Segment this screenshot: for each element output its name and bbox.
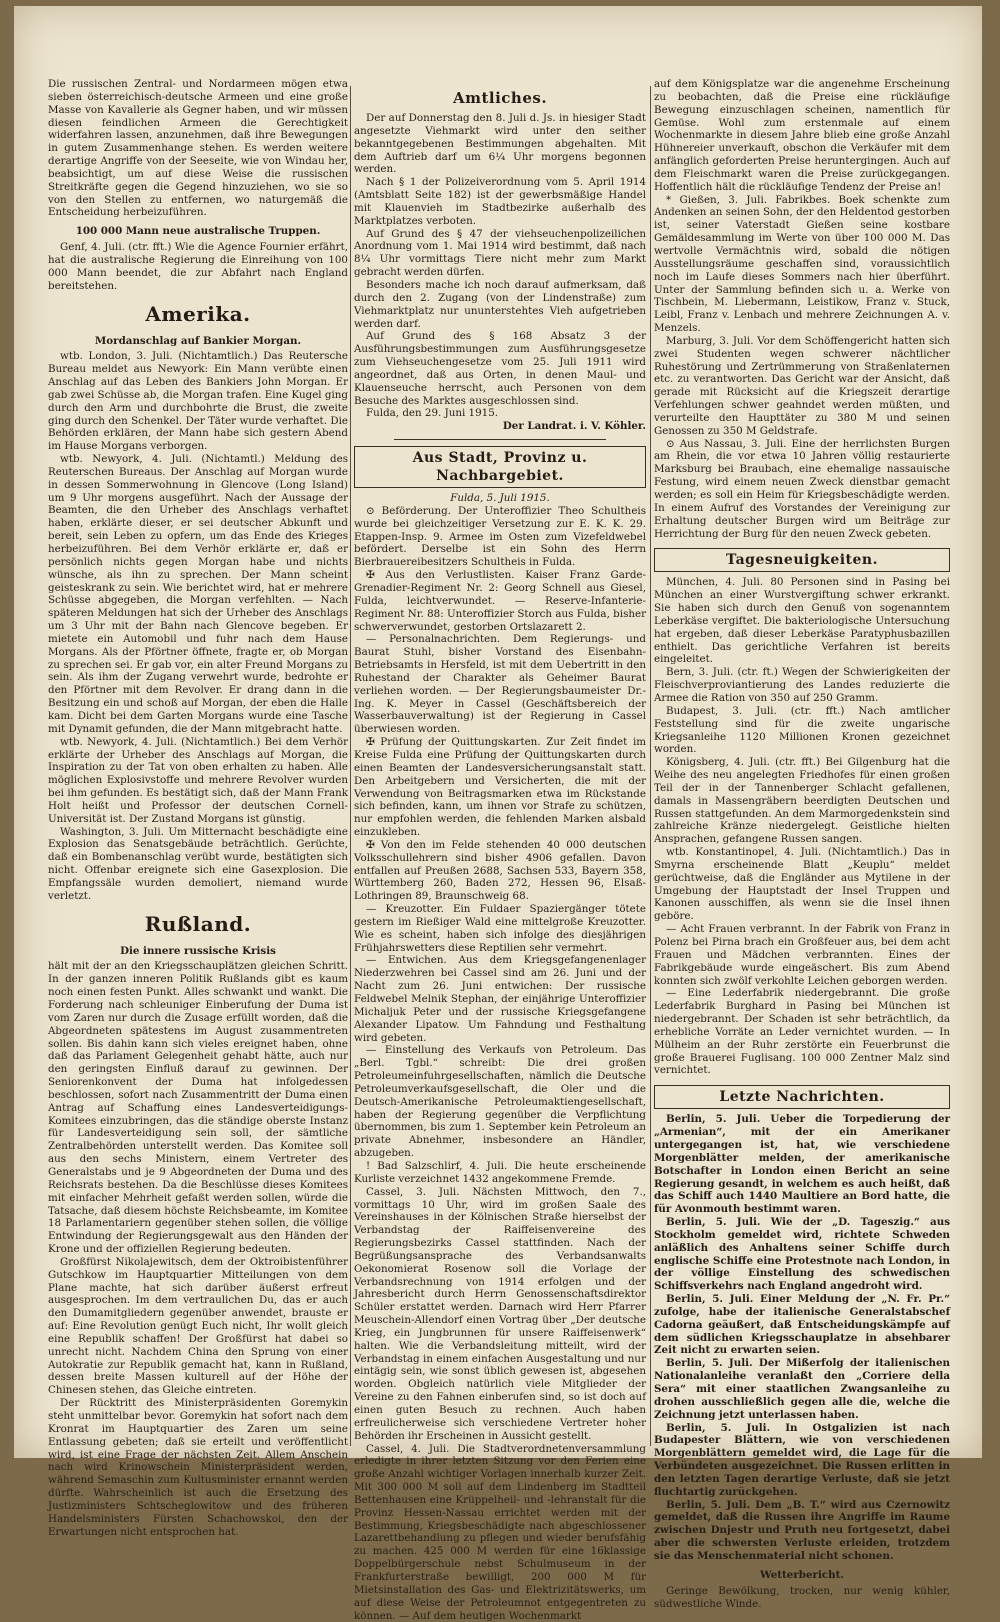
- krise-paragraph-2: Großfürst Nikolajewitsch, dem der Oktroibistenführer Gutschkow im Hauptquartier Mitteilungen von dem Plane machte, hat sich darüber äußerst erfreut ausgesprochen. Im dem vertraulichen Du, das er auch den Dumamitgliedern gegenüber anwendet, brauste er auf: Eine Revolution genügt Euch nicht, Ihr wollt gleich eine Republik schaffen! Der Großfürst hat dabei so unrecht nicht. Nachdem China den Sprung von einer Autokratie zur Republik gemacht hat, kann in Rußland, dessen breite Massen kulturell auf der Höhe der Chinesen stehen, das Gleiche eintreten.: [48, 1255, 348, 1397]
- morgan-paragraph-4: Washington, 3. Juli. Um Mitternacht beschädigte eine Explosion das Senatsgebäude beträchtlich. Gerüchte, daß ein Bombenanschlag verübt wurde, bestätigten sich nicht. Offenbar ereignete sich eine Gasexplosion. Die Empfangssäle wurden demoliert, niemand wurde verletzt.: [48, 825, 348, 902]
- newspaper-page: [14, 6, 982, 1622]
- amtliches-paragraph-4: Besonders mache ich noch darauf aufmerksam, daß durch den 2. Zugang (von der Lindenstraße) zum Viehmarktplatz nur ununterstehtes Vieh aufgetrieben werden darf.: [354, 278, 646, 330]
- column-divider: [350, 86, 351, 1446]
- letzte-item-3: Berlin, 5. Juli. Einer Meldung der „N. Fr. Pr.“ zufolge, habe der italienische Generalstabschef Cadorna geäußert, daß Entscheidungskämpfe auf dem südlichen Kriegsschauplatze in absehbarer Zeit nicht zu erwarten seien.: [654, 1293, 950, 1357]
- tages-headline: Tagesneuigkeiten.: [726, 552, 878, 569]
- section-rule: [394, 439, 606, 440]
- column-divider: [650, 86, 651, 1446]
- australia-text: Genf, 4. Juli. (ctr. fft.) Wie die Agence Fournier erfährt, hat die australische Regierung die Einreihung von 100 000 Mann beendet, die zur Abfahrt nach England bereitstehen.: [48, 241, 348, 292]
- intro-paragraph: Die russischen Zentral- und Nordarmeen mögen etwa sieben österreichisch-deutsche Armeen und eine große Masse von Kavallerie als Gegner haben, und wir müssen diesen feindlichen Armeen die Gerechtigkeit widerfahren lassen, anzunehmen, daß ihre Bewegungen in gutem Zusammenhange stehen. Es werden weitere derartige Angriffe von der Seeseite, wie von Windau her, beabsichtigt, um auf diese Weise die russischen Streitkräfte gegen die Gegend hinzuziehen, wo sie so von den Stellen zu entfernen, wo naturgemäß die Entscheidung herbeizuführen.: [48, 78, 348, 219]
- morgan-paragraph-3: wtb. Newyork, 4. Juli. (Nichtamtlich.) Bei dem Verhör erklärte der Urheber des Anschlags auf Morgan, die Inspiration zu der Tat von oben erhalten zu haben. Alle möglichen Explosivstoffe und mehrere Revolver wurden bei ihm gefunden. Es bestätigt sich, daß der Mann Frank Holt heißt und Professor der deutschen Cornell-Universität ist. Der Zustand Morgans ist günstig.: [48, 735, 348, 825]
- morgan-headline: Mordanschlag auf Bankier Morgan.: [94, 334, 302, 347]
- krise-paragraph-1: hält mit der an den Kriegsschauplätzen gleichen Schritt. In der ganzen inneren Politik Rußlands gibt es kaum noch einen festen Punkt. Alles schwankt und wankt. Die Forderung nach schleuniger Einberufung der Duma ist vom Zaren nur durch die Zusage erfüllt worden, daß die Abgeordneten spätestens im August zusammentreten sollen. Bis dahin kann sich vieles ereignet haben, ohne daß das Parlament Gelegenheit gehabt hätte, auch nur den geringsten Einfluß darauf zu gewinnen. Der Seniorenkonvent der Duma hat infolgedessen beschlossen, sofort nach Zusammentritt der Duma einen Antrag auf Schaffung eines Landesverteidigungs-Komitees einzubringen, das die ständige oberste Instanz für Landesverteidigung sein soll, der sämtliche Zentralbehörden unterstellt werden. Das Komitee soll aus den sechs Ministern, einem Vertreter des Generalstabs und je 9 Abgeordneten der Duma und des Reichsrats bestehen. Da die Beschlüsse dieses Komitees mit einfacher Mehrheit gefaßt werden sollen, würde die Tatsache, daß diesem höchste Reichsbeamte, im Komitee 18 Parlamentariern gegenüber stehen sollen, die völlige Entwindung der Regierungsgewalt aus den Händen der Krone und der offiziellen Regierung bedeuten.: [48, 960, 348, 1256]
- australia-headline: 100 000 Mann neue australische Truppen.: [75, 225, 321, 238]
- tages-item-2: Bern, 3. Juli. (ctr. ft.) Wegen der Schwierigkeiten der Fleischverproviantierung des Landes reduzierte die Armee die Ration von 350 auf 250 Gramm.: [654, 666, 950, 704]
- letzte-item-1: Berlin, 5. Juli. Ueber die Torpedierung der „Armenian“, mit der ein Amerikaner untergegangen ist, hat, wie verschiedene Morgenblätter melden, der amerikanische Botschafter in London einen Bericht an seine Regierung gesandt, in welchem es auch heißt, daß das Schiff auch 1440 Maultiere an Bord hatte, die für Avonmouth bestimmt waren.: [654, 1113, 950, 1216]
- krise-paragraph-3: Der Rücktritt des Ministerpräsidenten Goremykin steht unmittelbar bevor. Goremykin hat sofort nach dem Kronrat im Hauptquartier des Zaren um seine Entlassung gebeten; daß sie erteilt und veröffentlicht wird, ist eine Frage der nächsten Zeit. Allem Anschein nach wird Krinowschein Ministerpräsident werden, während Semaschin zum Kultusminister ernannt werden dürfte. Wahrscheinlich ist auch die Ersetzung des Justizministers Schtscheglowitow und des früheren Handelsministers Fürsten Schachowskoi, den der Erwartungen nicht entsprochen hat.: [48, 1397, 348, 1538]
- column-left: [48, 78, 348, 1538]
- stadt-item-6: — Kreuzotter. Ein Fuldaer Spaziergänger tötete gestern im Rießiger Wald eine mittelgroße Kreuzotter. Wie es scheint, haben sich infolge des diesjährigen Frühjahrswetters diese Reptilien sehr vermehrt.: [354, 903, 646, 954]
- amerika-headline: Amerika.: [145, 301, 251, 326]
- tages-item-4: Königsberg, 4. Juli. (ctr. fft.) Bei Gilgenburg hat die Weihe des neu angelegten Friedhofes für einen großen Teil der in der Tannenberger Schlacht gefallenen, damals in Massengräbern beerdigten Deutschen und Russen stattgefunden. An dem Marmorgedenkstein sind zahlreiche Kränze niedergelegt. Geistliche hielten Ansprachen, gefangene Russen sangen.: [654, 756, 950, 846]
- nassau-paragraph: ⊙ Aus Nassau, 3. Juli. Eine der herrlichsten Burgen am Rhein, die vor etwa 10 Jahren völlig restaurierte Marksburg bei Braubach, eine ehemalige nassauische Festung, wird einem neuen Zweck dienstbar gemacht werden; es soll ein Heim für Kriegsbeschädigte werden. In einem Aufruf des Vorstandes der Vereinigung zur Erhaltung deutscher Burgen wird um Beiträge zur Herrichtung der Burg für den neuen Zweck gebeten.: [654, 437, 950, 540]
- giessen-paragraph: * Gießen, 3. Juli. Fabrikbes. Boek schenkte zum Andenken an seinen Sohn, der den Heldentod gestorben ist, seiner Vaterstadt Gießen seine kostbare Gemäldesammlung im Werte von über 100 000 M. Das wertvolle Vermächtnis wird, sobald die nötigen Ausstellungsräume geschaffen sind, voraussichtlich noch im Laufe dieses Sommers nach hier überführt. Unter der Sammlung befinden sich u. a. Werke von Tischbein, M. Liebermann, Leistikow, Franz v. Stuck, Leibl, Franz v. Lenbach und mehrere Zeichnungen A. v. Menzels.: [654, 193, 950, 335]
- letzte-item-2: Berlin, 5. Juli. Wie der „D. Tageszig.“ aus Stockholm gemeldet wird, richtete Schweden anläßlich des Anhaltens seiner Schiffe durch englische Schiffe eine Protestnote nach London, in der völlige Einstellung des schwedischen Schiffsverkehrs nach England angedroht wird.: [654, 1216, 950, 1293]
- letzte-item-4: Berlin, 5. Juli. Der Mißerfolg der italienischen Nationalanleihe veranlaßt den „Corriere della Sera“ mit einer staatlichen Zwangsanleihe zu drohen ausschließlich gegen alle die, welche die Zeichnung jetzt unterlassen haben.: [654, 1357, 950, 1421]
- column-right: [654, 78, 950, 1610]
- morgan-paragraph-2: wtb. Newyork, 4. Juli. (Nichtamtl.) Meldung des Reuterschen Bureaus. Der Anschlag auf Morgan wurde in dessen Sommerwohnung in Glencove (Long Island) um 9 Uhr morgens ausgeführt. Nach der Aussage der Beamten, die den Urheber des Anschlags verhaftet haben, erklärte dieser, er sei deutscher Abkunft und bereit, sein Leben zu opfern, um das Ende des Krieges herbeizuführen. Bei dem Verhör erklärte er, daß er persönlich nichts gegen Morgan habe und nichts wünsche, als ihn zu sprechen. Der Mann scheint geisteskrank zu sein. Wie berichtet wird, hat er mehrere Schüsse abgegeben, die Morgan verfehlten. — Nach späteren Meldungen hat sich der Urheber des Anschlags um 3 Uhr mit der Bahn nach Glencove begeben. Er mietete ein Automobil und fuhr nach dem Hause Morgans. Als der Pförtner öffnete, fragte er, ob Morgan zu sprechen sei. Er gab vor, ein alter Freund Morgans zu sein. Als ihm der Zugang verwehrt wurde, bedrohte er den Pförtner mit dem Revolver. Er drang dann in die Besitzung ein und schoß auf Morgan, der eben die Halle kam. Dicht bei dem Garten Morgans wurde eine Tasche mit Dynamit gefunden, die der Mann mitgebracht hatte.: [48, 453, 348, 735]
- amtliches-headline: Amtliches.: [452, 89, 548, 107]
- stadt-item-8: — Einstellung des Verkaufs von Petroleum. Das „Berl. Tgbl.“ schreibt: Die drei großen Petroleumeinfuhrgesellschaften, nämlich die Deutsche Petroleumverkaufsgesellschaft, die Oler und die Deutsch-Amerikanische Petroleumaktiengesellschaft, haben der Regierung gegenüber die Verpflichtung übernommen, bis zum 1. September kein Petroleum an private Abnehmer, insbesondere an Händler, abzugeben.: [354, 1044, 646, 1160]
- stadt-headline-box: [354, 446, 646, 488]
- letzte-item-6: Berlin, 5. Juli. Dem „B. T.“ wird aus Czernowitz gemeldet, daß die Russen ihre Angriffe im Raume zwischen Dnjestr und Pruth neu fortgesetzt, dabei aber die schwersten Verluste erleiden, trotzdem sie das Menschenmaterial nicht schonen.: [654, 1498, 950, 1562]
- tages-item-6: — Acht Frauen verbrannt. In der Fabrik von Franz in Polenz bei Pirna brach ein Großfeuer aus, bei dem acht Frauen und Mädchen verbrannten. Eines der Fabrikgebäude wurde eingeäschert. Bis zum Abend konnten sich zwölf verkohlte Leichen geborgen werden.: [654, 923, 950, 987]
- tages-item-5: wtb. Konstantinopel, 4. Juli. (Nichtamtlich.) Das in Smyrna erscheinende Blatt „Keuplu“ meldet gerüchtweise, daß die Engländer aus Mytilene in der Umgebung der Hauptstadt der Insel Truppen und Kanonen ausschiffen, als wenn sie die Insel ihnen geböre.: [654, 846, 950, 923]
- letzte-headline-box: [654, 1085, 950, 1109]
- stadt-headline: Aus Stadt, Provinz u. Nachbargebiet.: [412, 450, 588, 485]
- column-middle: [354, 88, 646, 1622]
- marburg-paragraph: Marburg, 3. Juli. Vor dem Schöffengericht hatten sich zwei Studenten wegen schwerer nächtlicher Ruhestörung und Zertrümmerung von Straßenlaternen etc. zu verantworten. Das Gericht war der Ansicht, daß gerade mit Rücksicht auf die Kriegszeit derartige Verfehlungen schwer geahndet werden müßten, und verurteilte den Haupttäter zu 380 M und seinen Genossen zu 350 M Geldstrafe.: [654, 334, 950, 437]
- wetter-headline: Wetterbericht.: [760, 1568, 844, 1581]
- russland-headline: Rußland.: [144, 911, 252, 936]
- market-paragraph: auf dem Königsplatze war die angenehme Erscheinung zu beobachten, daß die Preise eine rückläufige Bewegung einzuschlagen scheinen, namentlich für Gemüse. Wohl zum erstenmale auf einem Wochenmarkte in diesem Jahre blieb eine große Anzahl Hühnereier unverkauft, obschon die Verkäufer mit dem anfänglich geforderten Preise heruntergingen. Auch auf dem Fleischmarkt waren die Preise zurückgegangen. Hoffentlich hält die rückläufige Tendenz der Preise an!: [654, 78, 950, 193]
- amtliches-paragraph-5: Auf Grund des § 168 Absatz 3 der Ausführungsbestimmungen zum Ausführungsgesetze zum Viehseuchengesetze vom 25. Juli 1911 wird angeordnet, daß aus Orten, in denen Maul- und Klauenseuche herrscht, auch Personen von dem Besuche des Marktes ausgeschlossen sind.: [354, 330, 646, 407]
- amtliches-paragraph-3: Auf Grund des § 47 der viehseuchenpolizeilichen Anordnung vom 1. Mai 1914 wird bestimmt, daß nach 8¼ Uhr vormittags Tiere nicht mehr zum Markt gebracht werden dürfen.: [354, 227, 646, 279]
- morgan-paragraph-1: wtb. London, 3. Juli. (Nichtamtlich.) Das Reutersche Bureau meldet aus Newyork: Ein Mann verübte einen Anschlag auf das Leben des Bankiers John Morgan. Er gab zwei Schüsse ab, die Morgan trafen. Eine Kugel ging durch den Arm und durchbohrte die Brust, die zweite ging durch den Schenkel. Der Täter wurde verhaftet. Die Behörden erklären, der Mann habe sich gestern Abend im Hause Morgans verborgen.: [48, 350, 348, 453]
- amtliches-date: Fulda, den 29. Juni 1915.: [366, 407, 499, 420]
- stadt-item-4: ✠ Prüfung der Quittungskarten. Zur Zeit findet im Kreise Fulda eine Prüfung der Quittungskarten durch einen Beamten der Landesversicherungsanstalt statt. Den Arbeitgebern und Versicherten, die mit der Verwendung von Beitragsmarken etwa im Rückstande sich befinden, kann, um ihnen vor Strafe zu schützen, nur empfohlen werden, die fehlenden Marken alsbald einzukleben.: [354, 736, 646, 839]
- stadt-item-9: ! Bad Salzschlirf, 4. Juli. Die heute erscheinende Kurliste verzeichnet 1432 angekommene Fremde.: [354, 1159, 646, 1185]
- stadt-item-2: ✠ Aus den Verlustlisten. Kaiser Franz Garde-Grenadier-Regiment Nr. 2: Georg Schnell aus Giesel, Fulda, leichtverwundet. — Reserve-Infanterie-Regiment Nr. 88: Unteroffizier Storch aus Fulda, bisher schwerverwundet, gestorben Ortslazarett 2.: [354, 569, 646, 633]
- stadt-item-3: — Personalnachrichten. Dem Regierungs- und Baurat Stuhl, bisher Vorstand des Eisenbahn-Betriebsamts in Hersfeld, ist mit dem Uebertritt in den Ruhestand der Charakter als Geheimer Baurat verliehen worden. — Der Regierungsbaumeister Dr.-Ing. K. Meyer in Cassel (Geschäftsbereich der Wasserbauverwaltung) ist der Regierung in Cassel überwiesen worden.: [354, 633, 646, 736]
- krise-headline: Die innere russische Krisis: [120, 944, 276, 957]
- amtliches-paragraph-1: Der auf Donnerstag den 8. Juli d. Js. in hiesiger Stadt angesetzte Viehmarkt wird unter den seither bekanntgegebenen Bestimmungen abgehalten. Mit dem Auftrieb darf um 6¼ Uhr morgens begonnen werden.: [354, 112, 646, 176]
- stadt-item-11: Cassel, 4. Juli. Die Stadtverordnetenversammlung erledigte in ihrer letzten Sitzung vor den Ferien eine große Anzahl wichtiger Vorlagen innerhalb kurzer Zeit. Mit 300 000 M soll auf dem Lindenberg im Stadtteil Bettenhausen eine Krüppelheil- und -lehranstalt für die Provinz Hessen-Nassau errichtet werden mit der Bestimmung, Kriegsbeschädigte nach abgeschlossener Lazarettbehandlung zu pflegen und wieder berufsfähig zu machen. 425 000 M werden für eine 16klassige Doppelbürgerschule nebst Schulmuseum in der Frankfurterstraße bewilligt, 200 000 M für Mietsinstallation des Gas- und Elektrizitätswerks, um auf diese Weise der Petroleumnot entgegentreten zu können. — Auf dem heutigen Wochenmarkt: [354, 1442, 646, 1622]
- letzte-item-5: Berlin, 5. Juli. In Ostgalizien ist nach Budapester Blättern, wie von verschiedenen Morgenblättern gemeldet wird, die Lage für die Verbündeten ausgezeichnet. Die Russen erlitten in den letzten Tagen derartige Verluste, daß sie jetzt fluchtartig zurückgehen.: [654, 1421, 950, 1498]
- wetter-text: Geringe Bewölkung, trocken, nur wenig kühler, südwestliche Winde.: [654, 1584, 950, 1610]
- amtliches-paragraph-2: Nach § 1 der Polizeiverordnung vom 5. April 1914 (Amtsblatt Seite 182) ist der gewerbsmäßige Handel mit Klauenvieh im Stadtbezirke außerhalb des Marktplatzes verboten.: [354, 176, 646, 227]
- letzte-headline: Letzte Nachrichten.: [719, 1089, 885, 1106]
- tages-headline-box: [654, 548, 950, 572]
- tages-item-7: — Eine Lederfabrik niedergebrannt. Die große Lederfabrik Burghard in Pasing bei München ist niedergebrannt. Der Schaden ist sehr beträchtlich, da erhebliche Vorräte an Leder vernichtet wurden. — In Mülheim an der Ruhr zerstörte ein Feuerbrunst die große Brauerei Fuglisang. 100 000 Zentner Malz sind vernichtet.: [654, 987, 950, 1077]
- stadt-dateline: Fulda, 5. Juli 1915.: [450, 492, 550, 505]
- tages-item-1: München, 4. Juli. 80 Personen sind in Pasing bei München an einer Wurstvergiftung schwer erkrankt. Sie haben sich durch den Genuß von sogenanntem Leberkäse vergiftet. Die bakteriologische Untersuchung hat ergeben, daß dieser Leberkäse Paratyphusbazillen enthielt. Das gerichtliche Verfahren ist bereits eingeleitet.: [654, 576, 950, 666]
- stadt-item-5: ✠ Von den im Felde stehenden 40 000 deutschen Volksschullehrern sind bisher 4906 gefallen. Davon entfallen auf Preußen 2688, Sachsen 533, Bayern 358, Württemberg 260, Baden 272, Hessen 96, Elsaß-Lothringen 89, Braunschweig 68.: [354, 838, 646, 903]
- stadt-item-10: Cassel, 3. Juli. Nächsten Mittwoch, den 7., vormittags 10 Uhr, wird im großen Saale des Vereinshauses in der Kölnischen Straße hierselbst der Verbandstag der Raiffeisenvereine des Regierungsbezirks Cassel stattfinden. Nach der Begrüßungsansprache des Verbandsanwalts Oekonomierat Rosenow soll die Vorlage der Verbandsrechnung von 1914 erfolgen und der Jahresbericht durch Herrn Genossenschaftsdirektor Schüler erstattet werden. Darnach wird Herr Pfarrer Meuschein-Allendorf einen Vortrag über „Der deutsche Krieg, ein Jungbrunnen für unsere Raiffeisenwerk“ halten. Wie die Verbandsleitung mitteilt, wird der Verbandstag in einem einfachen Ausgestaltung und nur eintägig sein, wie sonst üblich gewesen ist, abgesehen worden. Obgleich natürlich viele Mitglieder der Vereine zu den Fahnen einberufen sind, so ist doch auf einen guten Besuch zu rechnen. Auch haben erfreulicherweise sich verschiedene Vertreter hoher Behörden ihr Erscheinen in Aussicht gestellt.: [354, 1185, 646, 1442]
- tages-item-3: Budapest, 3. Juli. (ctr. fft.) Nach amtlicher Feststellung sind für die zweite ungarische Kriegsanleihe 1120 Millionen Kronen gezeichnet worden.: [654, 704, 950, 756]
- stadt-item-7: — Entwichen. Aus dem Kriegsgefangenenlager Niederzwehren bei Cassel sind am 26. Juni und der Nacht zum 26. Juni entwichen: Der russische Feldwebel Melnik Stephan, der einjährige Unteroffizier Michaljuk Peter und der russische Kriegsgefangene Alexander Lipatow. Um Fahndung und Festhaltung wird gebeten.: [354, 954, 646, 1044]
- stadt-item-1: ⊙ Beförderung. Der Unteroffizier Theo Schultheis wurde bei gleichzeitiger Versetzung zur E. K. K. 29. Etappen-Insp. 9. Armee im Osten zum Vizefeldwebel befördert. Derselbe ist ein Sohn des Herrn Bierbrauereibesitzers Schultheis in Fulda.: [354, 504, 646, 569]
- amtliches-signature: Der Landrat. i. V. Köhler.: [502, 420, 646, 433]
